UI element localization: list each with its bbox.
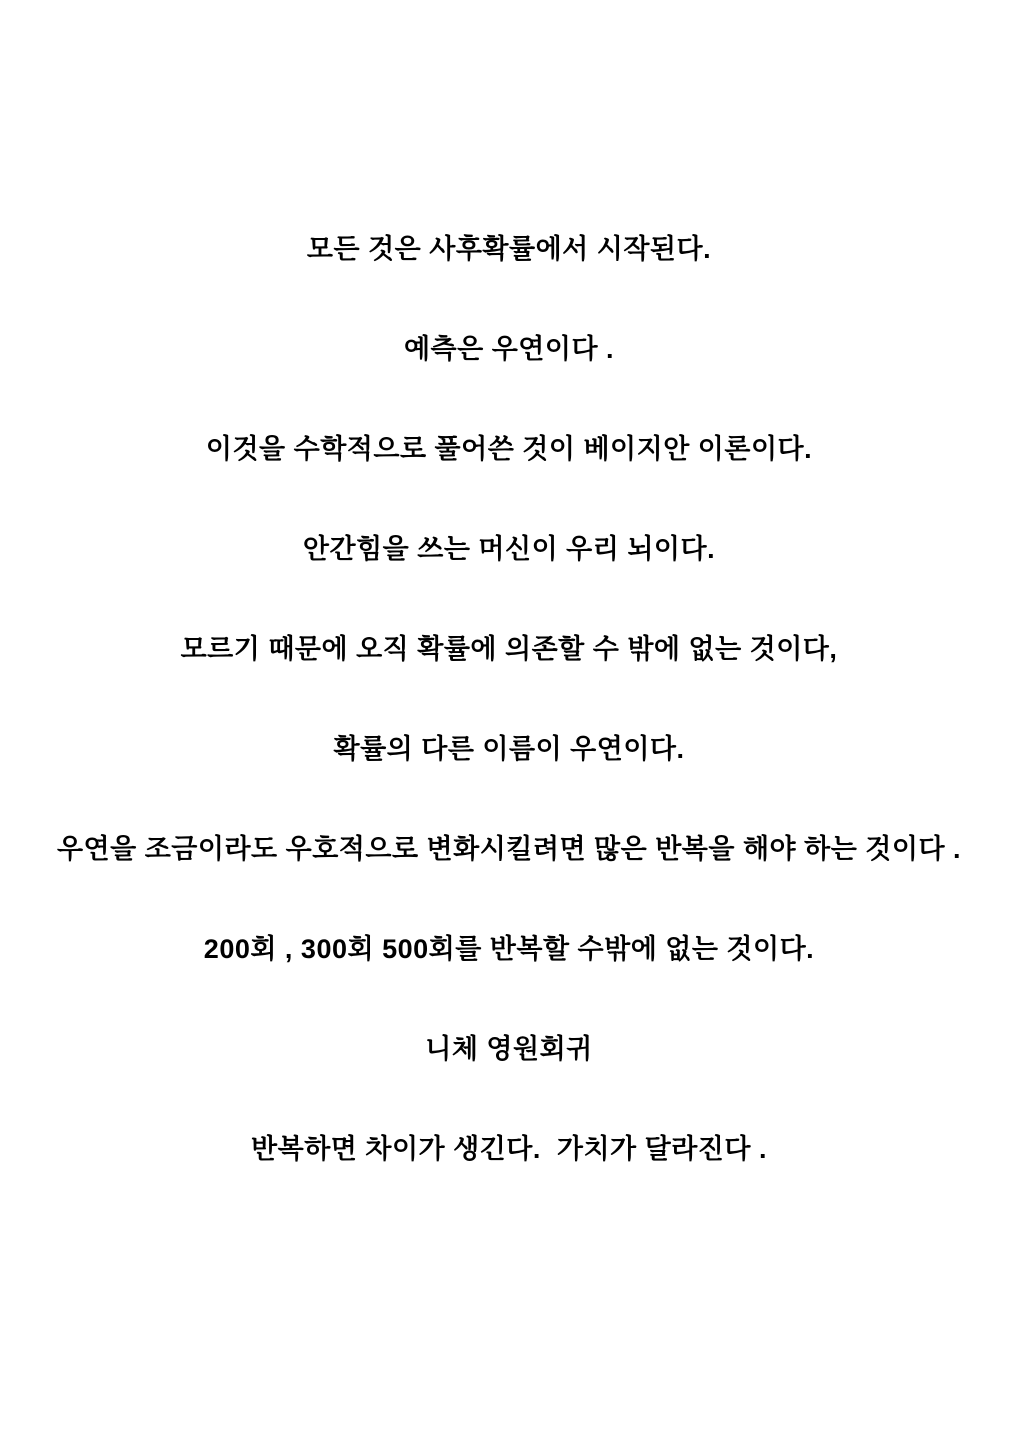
text-line-4: 안간힘을 쓰는 머신이 우리 뇌이다. <box>302 533 716 564</box>
text-line-9: 니체 영원회귀 <box>425 1033 593 1064</box>
text-line-2: 예측은 우연이다 . <box>403 333 615 364</box>
text-line-7: 우연을 조금이라도 우호적으로 변화시킬려면 많은 반복을 해야 하는 것이다 . <box>56 833 962 864</box>
text-line-8: 200회 , 300회 500회를 반복할 수밖에 없는 것이다. <box>203 933 815 964</box>
text-line-10: 반복하면 차이가 생긴다. 가치가 달라진다 . <box>251 1133 767 1164</box>
text-line-5: 모르기 때문에 오직 확률에 의존할 수 밖에 없는 것이다, <box>180 633 838 664</box>
text-line-1: 모든 것은 사후확률에서 시작된다. <box>306 233 712 264</box>
text-line-6: 확률의 다른 이름이 우연이다. <box>333 733 685 764</box>
text-line-3: 이것을 수학적으로 풀어쓴 것이 베이지안 이론이다. <box>205 433 813 464</box>
